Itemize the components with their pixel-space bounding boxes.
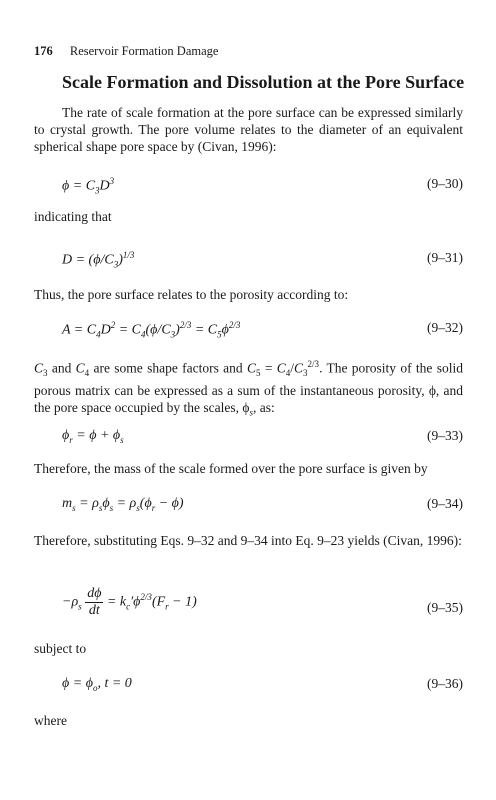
equation-expression: $\phi = \phi_o$, t = 0	[62, 676, 132, 693]
equation-number: (9–36)	[427, 676, 463, 691]
equation-expression: $-\rho_s$ $\frac{d\phi}{dt}$ = $k_c'\phi^{2/3}(F_r - 1)$	[62, 586, 197, 618]
equation-expression: $\phi = C_3D^3$	[62, 176, 115, 196]
equation-number: (9–32)	[427, 320, 463, 335]
equation-9-33	[62, 428, 463, 452]
paragraph-2: indicating that	[34, 209, 112, 224]
paragraph-3: Thus, the pore surface relates to the porosity according to:	[34, 287, 349, 302]
equation-number: (9–33)	[427, 428, 463, 443]
equation-9-36	[62, 676, 463, 700]
equation-9-32	[62, 320, 463, 344]
page-number: 176	[34, 44, 53, 58]
equation-expression: $D = (\phi/C_3)^{1/3}$	[62, 250, 135, 270]
equation-expression: $m_s = \rho_s\phi_s = \rho_s(\phi_r - \phi)$	[62, 496, 184, 513]
paragraph-6: Therefore, substituting Eqs. 9–32 and 9–34 into Eq. 9–23 yields (Civan, 1996):	[34, 533, 462, 548]
running-header	[34, 44, 218, 59]
equation-expression: $A = C_4D^2 = C_4(\phi/C_3)^{2/3} = C_5\phi^{2/3}$	[62, 320, 241, 340]
equation-number: (9–30)	[427, 176, 463, 191]
paragraph-4: $C_3$ and $C_4$ are some shape factors and $C_5 = C_4/C_3^{2/3}$. The porosity of the solid porous matrix can be expressed as a sum of the instantaneous porosity, ϕ, and the pore space occupied by the scales, $\phi_s$, as:	[34, 359, 463, 418]
paragraph-1: The rate of scale formation at the pore surface can be expressed similarly to crystal growth. The pore volume relates to the diameter of an equivalent spherical shape pore space by (Civan, 1996):	[34, 105, 463, 154]
equation-number: (9–31)	[427, 250, 463, 265]
book-title: Reservoir Formation Damage	[69, 44, 219, 58]
paragraph-7: subject to	[34, 641, 87, 656]
paragraph-8: where	[34, 713, 67, 728]
equation-number: (9–34)	[427, 496, 463, 511]
equation-9-30	[62, 176, 463, 200]
equation-9-31	[62, 250, 463, 274]
section-title: Scale Formation and Dissolution at the Pore Surface	[62, 72, 465, 92]
equation-expression: $\phi_r = \phi + \phi_s$	[62, 428, 124, 445]
paragraph-5: Therefore, the mass of the scale formed over the pore surface is given by	[34, 461, 428, 476]
equation-9-35	[62, 584, 463, 626]
equation-9-34	[62, 496, 463, 520]
equation-number: (9–35)	[427, 600, 463, 615]
